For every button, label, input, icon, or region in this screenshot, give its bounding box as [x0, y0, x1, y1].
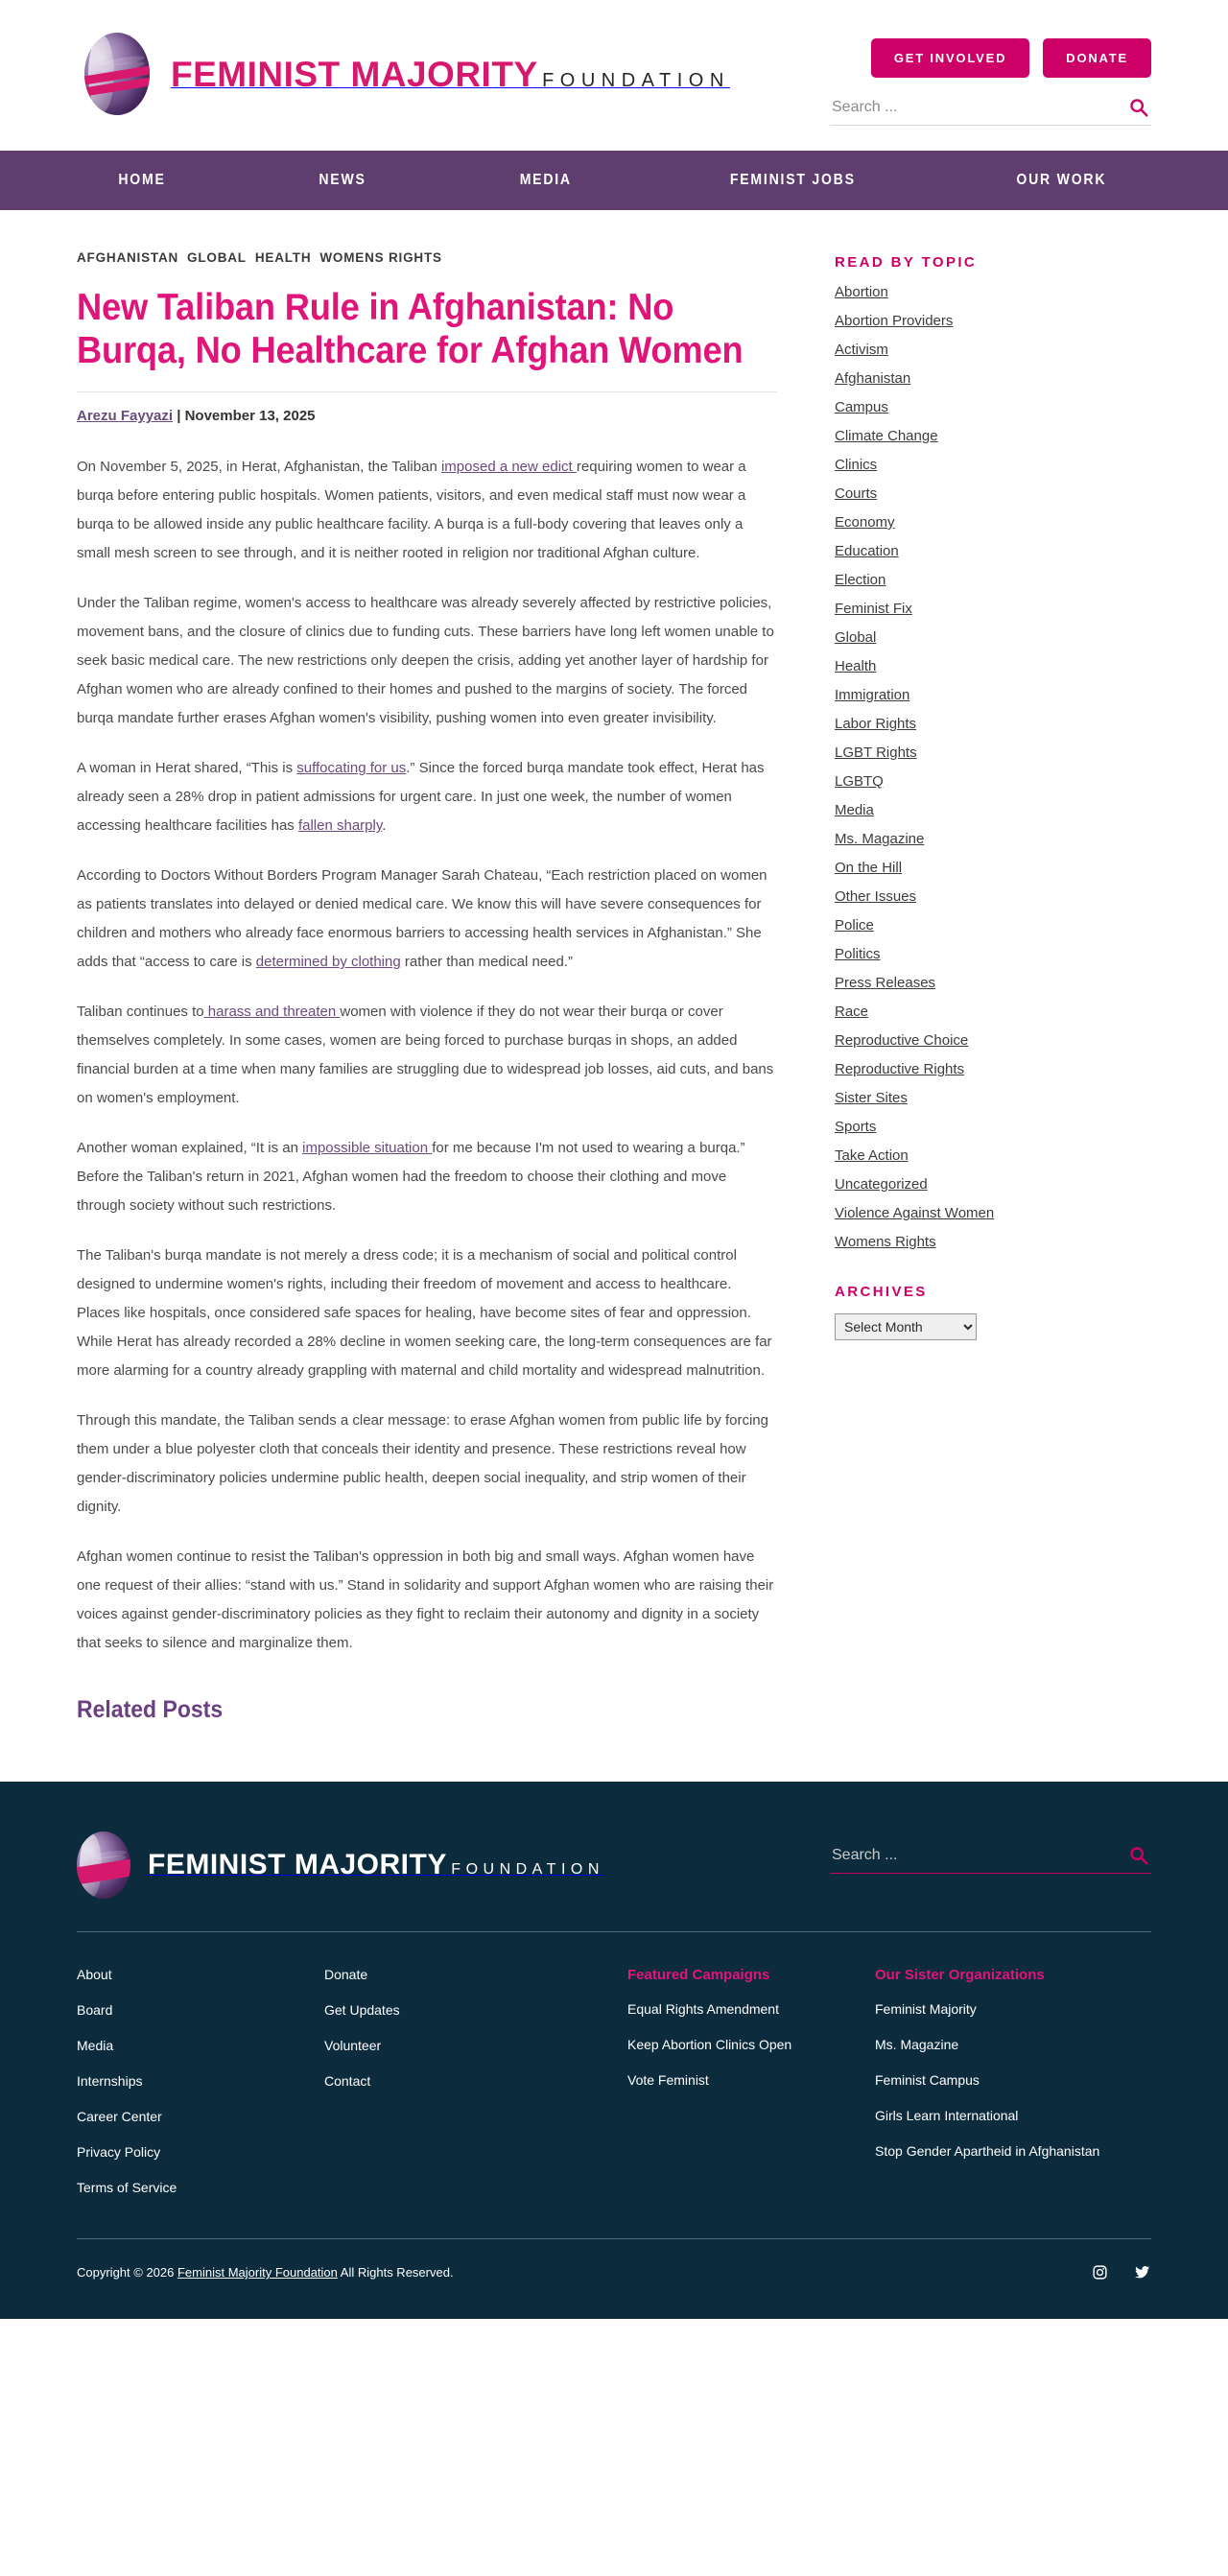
footer-link-keep-abortion-clinics-open[interactable]: Keep Abortion Clinics Open	[627, 2037, 792, 2053]
list-item	[835, 629, 1151, 647]
list-item	[835, 1032, 1151, 1050]
article-paragraph: Under the Taliban regime, women's access to healthcare was already severely affected by restrictive policies, movement bans, and the closure of clinics due to funding cuts. These barriers have long left women unable to seek basic medical care. The new restrictions only deepen the crisis, adding yet another layer of hardship for Afghan women who are already confined to their homes and pushed to the margins of society. The forced burqa mandate further erases Afghan women's visibility, pushing women into even greater invisibility.	[77, 595, 774, 727]
header-cta-group	[871, 38, 1151, 78]
topic-link-ms-magazine[interactable]: Ms. Magazine	[835, 831, 925, 847]
footer-link-list	[77, 1967, 324, 2197]
title-divider	[77, 391, 777, 392]
topic-link-activism[interactable]: Activism	[835, 342, 888, 358]
list-item	[835, 601, 1151, 618]
search-submit-button[interactable]	[1126, 97, 1151, 118]
topic-link-abortion[interactable]: Abortion	[835, 284, 888, 300]
topic-link-politics[interactable]: Politics	[835, 946, 881, 962]
footer-link-ms-magazine[interactable]: Ms. Magazine	[875, 2037, 959, 2053]
list-item	[835, 370, 1151, 388]
list-item	[77, 2073, 324, 2091]
topic-link-lgbtq[interactable]: LGBTQ	[835, 773, 884, 790]
footer-search-submit-button[interactable]	[1126, 1845, 1151, 1866]
copyright-prefix: Copyright © 2026	[77, 2265, 177, 2281]
list-item	[835, 744, 1151, 762]
list-item	[835, 716, 1151, 733]
topic-link-take-action[interactable]: Take Action	[835, 1147, 909, 1164]
article-paragraph: Through this mandate, the Taliban sends a clear message: to erase Afghan women from public life by forcing them under a blue polyester cloth that conceals their identity and presence. These restrictions reveal how gender-discriminatory policies undermine public health, deepen social inequality, and strip women of their dignity.	[77, 1412, 768, 1516]
topic-link-violence-against-women[interactable]: Violence Against Women	[835, 1205, 995, 1221]
list-item	[835, 572, 1151, 589]
site-footer	[0, 1782, 1228, 2319]
list-item	[835, 687, 1151, 704]
category-link[interactable]: HEALTH	[254, 250, 312, 265]
list-item	[835, 342, 1151, 359]
footer-link-internships[interactable]: Internships	[77, 2073, 143, 2090]
topic-link-race[interactable]: Race	[835, 1004, 869, 1020]
list-item	[835, 888, 1151, 906]
site-header	[0, 0, 1228, 151]
article-paragraph: According to Doctors Without Borders Program Manager Sarah Chateau, “Each restriction placed on women as patients translates into delayed or denied medical care. We know this will have severe consequences for children and mothers who already face enormous barriers to accessing health services in Afghanistan.” She adds that “access to care is determined by clothing rather than medical need.”	[77, 867, 768, 971]
article-categories	[77, 250, 777, 265]
footer-link-volunteer[interactable]: Volunteer	[324, 2038, 382, 2054]
inline-link[interactable]: fallen sharply	[297, 817, 383, 835]
footer-link-donate[interactable]: Donate	[324, 1967, 368, 1983]
list-item	[835, 1090, 1151, 1107]
nav-item-home[interactable]: HOME	[118, 172, 166, 188]
list-item	[77, 2038, 324, 2055]
footer-link-equal-rights-amendment[interactable]: Equal Rights Amendment	[627, 2001, 779, 2018]
list-item	[835, 946, 1151, 963]
list-item	[835, 1061, 1151, 1078]
article-paragraph: Taliban continues to harass and threaten women with violence if they do not wear their burqa or cover themselves completely. In some cases, women are being forced to purchase burqas in shops, an added financial burden at a time when many families are struggling due to widespread job losses, aid cuts, and bans on women's employment.	[77, 1004, 774, 1107]
topic-link-election[interactable]: Election	[835, 572, 886, 588]
list-item	[875, 2072, 1151, 2090]
footer-link-contact[interactable]: Contact	[324, 2073, 371, 2090]
footer-search	[830, 1845, 1151, 1874]
egg-logo-icon	[84, 33, 150, 115]
footer-column	[875, 1967, 1151, 2215]
inline-link[interactable]: suffocating for us	[296, 760, 407, 777]
list-item	[835, 860, 1151, 877]
footer-column-heading: Our Sister Organizations	[875, 1967, 1045, 1984]
topic-link-sister-sites[interactable]: Sister Sites	[835, 1090, 908, 1106]
topic-list	[835, 284, 1151, 1251]
list-item	[77, 1967, 324, 1984]
list-item	[875, 2143, 1151, 2161]
topic-link-police[interactable]: Police	[835, 917, 874, 934]
list-item	[324, 2002, 627, 2020]
list-item	[835, 428, 1151, 445]
topic-link-labor-rights[interactable]: Labor Rights	[835, 716, 917, 732]
header-search	[830, 97, 1151, 126]
topic-link-sports[interactable]: Sports	[835, 1119, 877, 1135]
inline-link[interactable]: impossible situation	[302, 1140, 433, 1157]
list-item	[627, 2037, 875, 2054]
article	[77, 250, 777, 1724]
footer-link-vote-feminist[interactable]: Vote Feminist	[627, 2072, 709, 2089]
article-paragraph: On November 5, 2025, in Herat, Afghanistan, the Taliban imposed a new edict requiring women to wear a burqa before entering public hospitals. Women patients, visitors, and even medical staff must now wear a burqa to be allowed inside any public healthcare facility. A burqa is a full-body covering that leaves only a small mesh screen to see through, and it is neither rooted in religion nor traditional Afghan culture.	[77, 459, 746, 562]
donate-button[interactable]: DONATE	[1043, 38, 1151, 78]
footer-link-privacy-policy[interactable]: Privacy Policy	[77, 2144, 161, 2161]
topic-link-other-issues[interactable]: Other Issues	[835, 888, 917, 905]
footer-logo-link[interactable]	[77, 1832, 604, 1899]
category-link[interactable]: WOMENS RIGHTS	[319, 250, 442, 265]
twitter-link[interactable]	[1133, 2264, 1151, 2281]
list-item	[835, 514, 1151, 532]
byline	[77, 408, 777, 424]
list-item	[835, 1205, 1151, 1222]
topic-link-clinics[interactable]: Clinics	[835, 457, 878, 473]
archives-select[interactable]	[835, 1313, 977, 1340]
footer-link-girls-learn-international[interactable]: Girls Learn International	[875, 2108, 1019, 2124]
footer-link-board[interactable]: Board	[77, 2002, 113, 2019]
topic-link-reproductive-rights[interactable]: Reproductive Rights	[835, 1061, 965, 1077]
list-item	[324, 2038, 627, 2055]
list-item	[835, 1147, 1151, 1165]
footer-link-stop-gender-apartheid-in-afghanistan[interactable]: Stop Gender Apartheid in Afghanistan	[875, 2143, 1100, 2160]
list-item	[77, 2109, 324, 2126]
topic-link-economy[interactable]: Economy	[835, 514, 895, 531]
footer-link-list	[324, 1967, 627, 2091]
list-item	[835, 1004, 1151, 1021]
topic-link-reproductive-choice[interactable]: Reproductive Choice	[835, 1032, 969, 1049]
list-item	[835, 773, 1151, 791]
list-item	[835, 917, 1151, 934]
topic-link-press-releases[interactable]: Press Releases	[835, 975, 936, 991]
egg-logo-icon	[77, 1832, 130, 1899]
list-item	[835, 975, 1151, 992]
inline-link[interactable]: harass and threaten	[203, 1004, 341, 1021]
article-paragraph: Another woman explained, “It is an impossible situation for me because I'm not used to wearing a burqa.” Before the Taliban's return in 2021, Afghan women had the freedom to choose their clothing and move through society without such restrictions.	[77, 1140, 745, 1215]
brand-name-primary: FEMINIST MAJORITY	[171, 54, 538, 94]
topic-link-campus[interactable]: Campus	[835, 399, 888, 415]
list-item	[77, 2002, 324, 2020]
category-link[interactable]: AFGHANISTAN	[77, 250, 179, 265]
topic-link-media[interactable]: Media	[835, 802, 874, 818]
list-item	[875, 2001, 1151, 2019]
list-item	[835, 1119, 1151, 1136]
list-item	[835, 284, 1151, 301]
list-item	[77, 2144, 324, 2162]
read-by-topic-heading: READ BY TOPIC	[835, 254, 978, 271]
footer-link-feminist-majority[interactable]: Feminist Majority	[875, 2001, 977, 2018]
footer-link-list	[627, 2001, 875, 2090]
list-item	[627, 2001, 875, 2019]
social-links	[1092, 2264, 1151, 2281]
footer-link-columns	[77, 1967, 1151, 2215]
list-item	[835, 802, 1151, 819]
article-body	[77, 453, 777, 1658]
footer-column	[77, 1967, 324, 2215]
footer-brand-primary: FEMINIST MAJORITY	[148, 1849, 447, 1881]
footer-divider-top	[77, 1931, 1151, 1932]
topic-link-uncategorized[interactable]: Uncategorized	[835, 1176, 928, 1193]
article-paragraph: The Taliban's burqa mandate is not merely a dress code; it is a mechanism of social and political control designed to undermine women's rights, including their freedom of movement and access to healthcare. Places like hospitals, once considered safe spaces for healing, have become sites of fear and oppression. While Herat has already recorded a 28% decline in women seeking care, the long-term consequences are far more alarming for a country already grappling with maternal and child mortality and widespread malnutrition.	[77, 1247, 772, 1380]
topic-link-womens-rights[interactable]: Womens Rights	[835, 1234, 936, 1250]
topic-link-climate-change[interactable]: Climate Change	[835, 428, 938, 444]
list-item	[835, 313, 1151, 330]
footer-link-career-center[interactable]: Career Center	[77, 2109, 162, 2125]
footer-link-list	[875, 2001, 1151, 2161]
list-item	[835, 1176, 1151, 1193]
list-item	[835, 543, 1151, 560]
nav-item-our-work[interactable]: OUR WORK	[1016, 172, 1107, 188]
list-item	[324, 2073, 627, 2091]
topic-link-on-the-hill[interactable]: On the Hill	[835, 860, 903, 876]
list-item	[627, 2072, 875, 2090]
article-paragraph: Afghan women continue to resist the Taliban's oppression in both big and small ways. Afghan women have one request of their allies: “stand with us.” Stand in solidarity and support Afghan women who are raising their voices against gender-discriminatory policies as they fight to reclaim their autonomy and dignity in a society that seeks to silence and marginalize them.	[77, 1548, 774, 1652]
list-item	[835, 658, 1151, 675]
archives-heading: ARCHIVES	[835, 1284, 928, 1300]
instagram-link[interactable]	[1092, 2264, 1108, 2281]
list-item	[835, 399, 1151, 416]
sidebar	[835, 250, 1151, 1724]
related-posts-heading: Related Posts	[77, 1696, 224, 1724]
copyright-suffix: All Rights Reserved.	[337, 2265, 454, 2281]
inline-link[interactable]: imposed a new edict	[440, 459, 577, 476]
footer-column-heading: Featured Campaigns	[627, 1967, 770, 1984]
footer-brand-secondary: FOUNDATION	[451, 1861, 604, 1879]
search-icon	[1128, 1845, 1149, 1866]
list-item	[835, 1234, 1151, 1251]
list-item	[835, 831, 1151, 848]
copyright	[77, 2265, 454, 2280]
footer-search-input[interactable]	[830, 1846, 1126, 1865]
list-item	[875, 2108, 1151, 2125]
topic-link-immigration[interactable]: Immigration	[835, 687, 910, 703]
list-item	[324, 1967, 627, 1984]
category-link[interactable]: GLOBAL	[187, 250, 247, 265]
footer-column	[324, 1967, 627, 2215]
footer-column	[627, 1967, 875, 2215]
search-input[interactable]	[830, 98, 1126, 117]
list-item	[875, 2037, 1151, 2054]
byline-separator: |	[173, 408, 185, 425]
twitter-icon	[1133, 2264, 1151, 2281]
topic-link-lgbt-rights[interactable]: LGBT Rights	[835, 744, 917, 761]
footer-link-get-updates[interactable]: Get Updates	[324, 2002, 400, 2019]
topic-link-health[interactable]: Health	[835, 658, 877, 674]
get-involved-button[interactable]: GET INVOLVED	[871, 38, 1029, 78]
footer-link-media[interactable]: Media	[77, 2038, 114, 2054]
topic-link-education[interactable]: Education	[835, 543, 899, 559]
main-navigation	[0, 151, 1228, 210]
footer-link-terms-of-service[interactable]: Terms of Service	[77, 2180, 177, 2196]
topic-link-afghanistan[interactable]: Afghanistan	[835, 370, 911, 387]
brand-name-secondary: FOUNDATION	[542, 69, 730, 91]
author-link[interactable]: Arezu Fayyazi	[77, 408, 174, 425]
page-title: New Taliban Rule in Afghanistan: No Burqa, No Healthcare for Afghan Women	[77, 287, 744, 372]
nav-item-feminist-jobs[interactable]: FEMINIST JOBS	[729, 172, 856, 188]
publish-date: November 13, 2025	[184, 408, 316, 425]
footer-link-feminist-campus[interactable]: Feminist Campus	[875, 2072, 980, 2089]
nav-item-news[interactable]: NEWS	[319, 172, 366, 188]
topic-link-courts[interactable]: Courts	[835, 485, 878, 502]
topic-link-feminist-fix[interactable]: Feminist Fix	[835, 601, 912, 617]
footer-link-about[interactable]: About	[77, 1967, 112, 1983]
article-paragraph: A woman in Herat shared, “This is suffocating for us.” Since the forced burqa mandate took effect, Herat has already seen a 28% drop in patient admissions for urgent care. In just one week, the number of women accessing healthcare facilities has fallen sharply.	[77, 760, 765, 835]
inline-link[interactable]: determined by clothing	[255, 954, 401, 971]
instagram-icon	[1092, 2264, 1108, 2281]
list-item	[835, 457, 1151, 474]
search-icon	[1128, 97, 1149, 118]
copyright-org-link[interactable]: Feminist Majority Foundation	[177, 2265, 338, 2281]
nav-item-media[interactable]: MEDIA	[519, 172, 572, 188]
topic-link-global[interactable]: Global	[835, 629, 877, 646]
site-logo-link[interactable]	[77, 23, 730, 115]
list-item	[835, 485, 1151, 503]
list-item	[77, 2180, 324, 2197]
topic-link-abortion-providers[interactable]: Abortion Providers	[835, 313, 954, 329]
